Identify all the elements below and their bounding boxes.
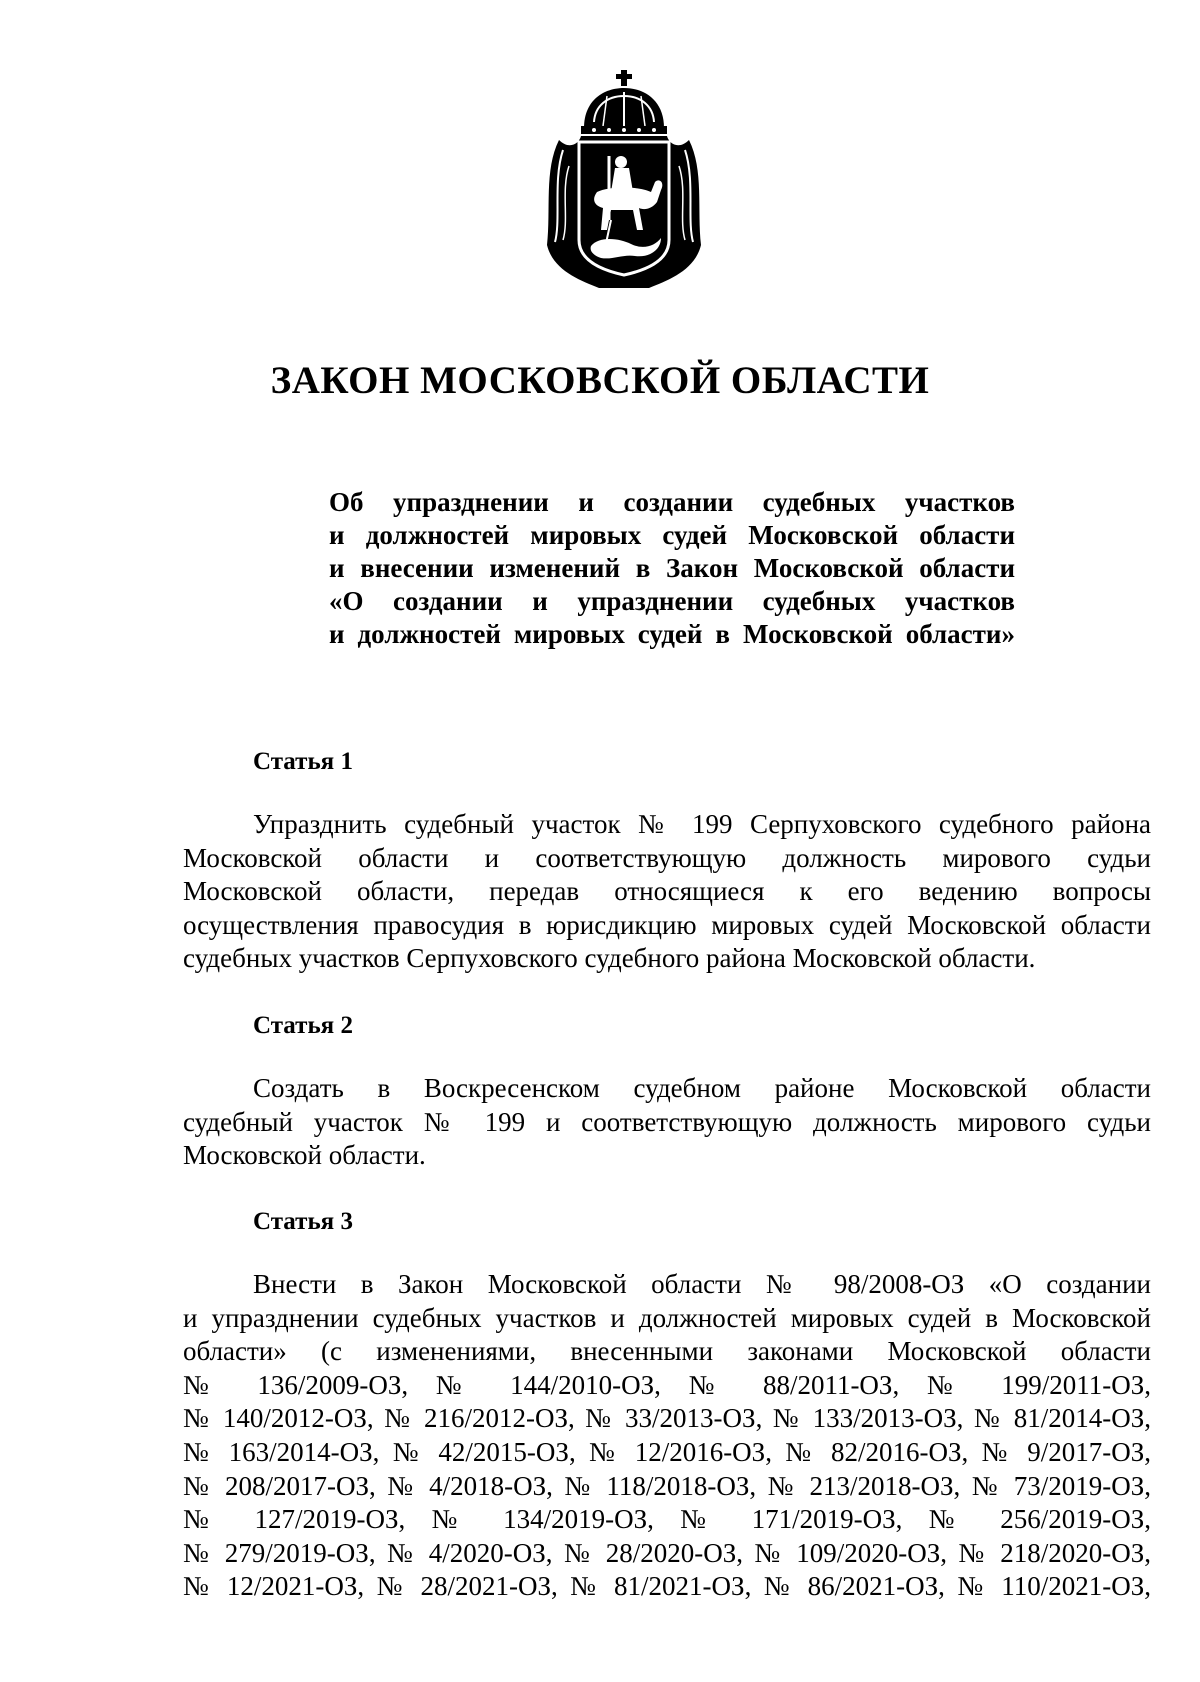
text-line: Московской области, передав относящиеся к его ведению вопросы bbox=[183, 876, 1151, 907]
text-line: № 163/2014-ОЗ, № 42/2015-ОЗ, № 12/2016-ОЗ, № 82/2016-ОЗ, № 9/2017-ОЗ, bbox=[183, 1436, 1151, 1467]
text-line: Внести в Закон Московской области № 98/2008-ОЗ «О создании bbox=[253, 1269, 1151, 1299]
law-title: ЗАКОН МОСКОВСКОЙ ОБЛАСТИ bbox=[270, 359, 930, 402]
text-line: судебный участок № 199 и соответствующую должность мирового судьи bbox=[183, 1106, 1151, 1137]
text-line: Московской области и соответствующую должность мирового судьи bbox=[183, 842, 1151, 873]
subject-line: и должностей мировых судей в Московской области» bbox=[329, 619, 1015, 649]
text-line: судебных участков Серпуховского судебного района Московской области. bbox=[183, 943, 1036, 974]
article-3-heading: Статья 3 bbox=[253, 1208, 353, 1235]
text-line: № 208/2017-ОЗ, № 4/2018-ОЗ, № 118/2018-ОЗ, № 213/2018-ОЗ, № 73/2019-ОЗ, bbox=[183, 1470, 1151, 1501]
text-line: № 136/2009-ОЗ, № 144/2010-ОЗ, № 88/2011-ОЗ, № 199/2011-ОЗ, bbox=[183, 1369, 1151, 1400]
text-line: осуществления правосудия в юрисдикцию мировых судей Московской области bbox=[183, 909, 1151, 940]
subject-line: и должностей мировых судей Московской области bbox=[329, 520, 1015, 550]
text-line: и упразднении судебных участков и должностей мировых судей в Московской bbox=[183, 1302, 1151, 1333]
subject-line: и внесении изменений в Закон Московской области bbox=[329, 553, 1015, 583]
text-line: Упразднить судебный участок № 199 Серпуховского судебного района bbox=[253, 809, 1151, 839]
text-line: области» (с изменениями, внесенными законами Московской области bbox=[183, 1336, 1151, 1367]
article-1-heading: Статья 1 bbox=[253, 748, 353, 775]
text-line: № 12/2021-ОЗ, № 28/2021-ОЗ, № 81/2021-ОЗ, № 86/2021-ОЗ, № 110/2021-ОЗ, bbox=[183, 1571, 1151, 1602]
law-subject bbox=[329, 486, 1015, 651]
article-2-heading: Статья 2 bbox=[253, 1012, 353, 1039]
text-line: Создать в Воскресенском судебном районе Московской области bbox=[253, 1073, 1151, 1103]
article-3-text bbox=[183, 1268, 1151, 1604]
text-line: Московской области. bbox=[183, 1140, 426, 1171]
subject-line: Об упразднении и создании судебных участков bbox=[329, 487, 1015, 517]
article-2-text bbox=[183, 1072, 1151, 1173]
text-line: № 279/2019-ОЗ, № 4/2020-ОЗ, № 28/2020-ОЗ, № 109/2020-ОЗ, № 218/2020-ОЗ, bbox=[183, 1537, 1151, 1568]
article-1-text bbox=[183, 808, 1151, 976]
text-line: № 140/2012-ОЗ, № 216/2012-ОЗ, № 33/2013-ОЗ, № 133/2013-ОЗ, № 81/2014-ОЗ, bbox=[183, 1403, 1151, 1434]
text-line: № 127/2019-ОЗ, № 134/2019-ОЗ, № 171/2019-ОЗ, № 256/2019-ОЗ, bbox=[183, 1504, 1151, 1535]
moscow-oblast-emblem-icon bbox=[539, 70, 709, 295]
subject-line: «О создании и упразднении судебных участков bbox=[329, 586, 1015, 616]
